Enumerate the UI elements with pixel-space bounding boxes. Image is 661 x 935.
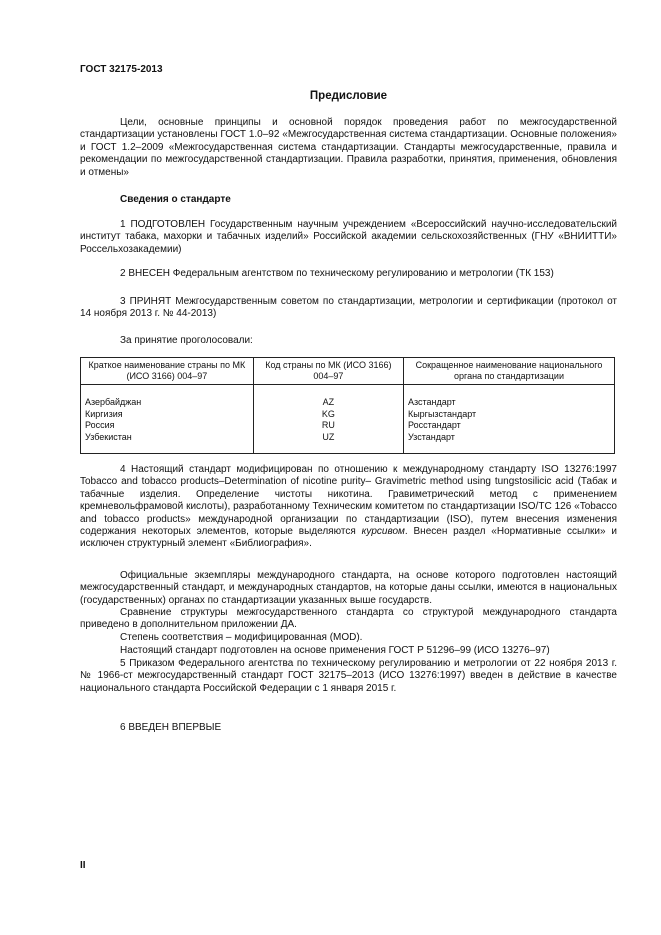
country-code: AZ	[322, 397, 335, 407]
country-codes-cell	[253, 385, 403, 454]
item-3-adopted-paragraph: 3 ПРИНЯТ Межгосударственным советом по стандартизации, метрологии и сертификации (протокол от 14 ноября 2013 г. № 44-2013)	[80, 296, 617, 320]
country-code: UZ	[322, 431, 335, 442]
voted-label: За принятие проголосовали:	[120, 335, 253, 346]
conformity-paragraph: Степень соответствия – модифицированная (MOD).	[120, 632, 363, 643]
preface-title: Предисловие	[309, 90, 388, 102]
country-name: Узбекистан	[85, 431, 132, 442]
country-code: RU	[321, 420, 335, 430]
country-names-cell	[81, 385, 254, 454]
item-1-prepared-paragraph: 1 ПОДГОТОВЛЕН Государственным научным учреждением «Всероссийский научно-исследовательский институт табака, махорки и табачных изделий» Российской академии сельскохозяйственных (ГНУ «ВНИИТТИ» Россельхозакадемии)	[80, 219, 617, 255]
preface-intro-paragraph: Цели, основные принципы и основной порядок проведения работ по межгосударственной стандартизации установлены ГОСТ 1.0–92 «Межгосударственная система стандартизации. Основные положения» и ГОСТ 1.2–2009 «Межгосударственная система стандартизации. Стандарты межгосударственные, правила и рекомендации по межгосударственной стандартизации. Правила разработки, принятия, применения, обновления и отмены»	[80, 117, 617, 178]
table-row	[81, 385, 615, 454]
item-4-text-part-1: 4 Настоящий стандарт модифицирован по отношению к международному стандарту ISO 13276:1997 Tobacco and tobacco products–Determination of nicotine purity– Gravimetric method using tungstosilicic acid (Табак и табачные изделия. Определение чистоты никотина. Гравиметрический метод с применением кремневольфрамовой кислоты), разработанному Техническим комитетом по стандартизации ISO/TC 126 «Tobacco and tobacco products» международной организации по стандартизации (ISO), путем внесения изменения содержания некоторых элементов, которые выделяются	[80, 464, 617, 538]
column-header-code: Код страны по МК (ИСО 3166) 004–97	[253, 358, 403, 385]
national-body: Кыргызстандарт	[407, 408, 477, 419]
national-body: Росстандарт	[407, 420, 461, 430]
italic-word: курсивом	[361, 526, 405, 538]
national-body: Узстандарт	[407, 431, 455, 442]
official-copies-paragraph: Официальные экземпляры международного стандарта, на основе которого подготовлен настоящий межгосударственный стандарт, и международных стандартов, на которые даны ссылки, имеются в национальных (государственных) органах по стандартизации указанных выше государств.	[80, 570, 617, 606]
country-name: Россия	[85, 420, 115, 430]
item-5-order-paragraph: 5 Приказом Федерального агентства по техническому регулированию и метрологии от 22 ноября 2013 г. № 1966-ст межгосударственный стандарт ГОСТ 32175–2013 (ИСО 13276:1997) введен в действие в качестве национального стандарта Российской Федерации с 1 января 2015 г.	[80, 658, 617, 694]
column-header-national-body: Сокращенное наименование национального органа по стандартизации	[403, 358, 614, 385]
document-code: ГОСТ 32175-2013	[80, 64, 163, 75]
country-name: Киргизия	[85, 408, 123, 419]
national-bodies-cell	[403, 385, 614, 454]
comparison-paragraph: Сравнение структуры межгосударственного стандарта со структурой международного стандарта приведено в дополнительном приложении ДА.	[80, 607, 617, 631]
prepared-basis-paragraph: Настоящий стандарт подготовлен на основе применения ГОСТ Р 51296–99 (ИСО 13276–97)	[120, 645, 550, 656]
voting-countries-table	[80, 357, 615, 454]
table-header-row	[81, 358, 615, 385]
country-code: KG	[321, 408, 335, 419]
item-4-modification-paragraph	[80, 464, 617, 551]
standard-info-heading: Сведения о стандарте	[120, 194, 231, 205]
country-name: Азербайджан	[85, 397, 142, 407]
item-2-submitted-paragraph: 2 ВНЕСЕН Федеральным агентством по техническому регулированию и метрологии (ТК 153)	[120, 268, 554, 279]
item-6-introduced: 6 ВВЕДЕН ВПЕРВЫЕ	[120, 722, 222, 733]
column-header-country: Краткое наименование страны по МК (ИСО 3166) 004–97	[81, 358, 254, 385]
national-body: Азстандарт	[407, 397, 456, 407]
item-4-text-part-2: . Внесен раздел «Нормативные ссылки» и исключен структурный элемент «Библиография».	[80, 526, 617, 550]
page-number: II	[80, 860, 86, 871]
